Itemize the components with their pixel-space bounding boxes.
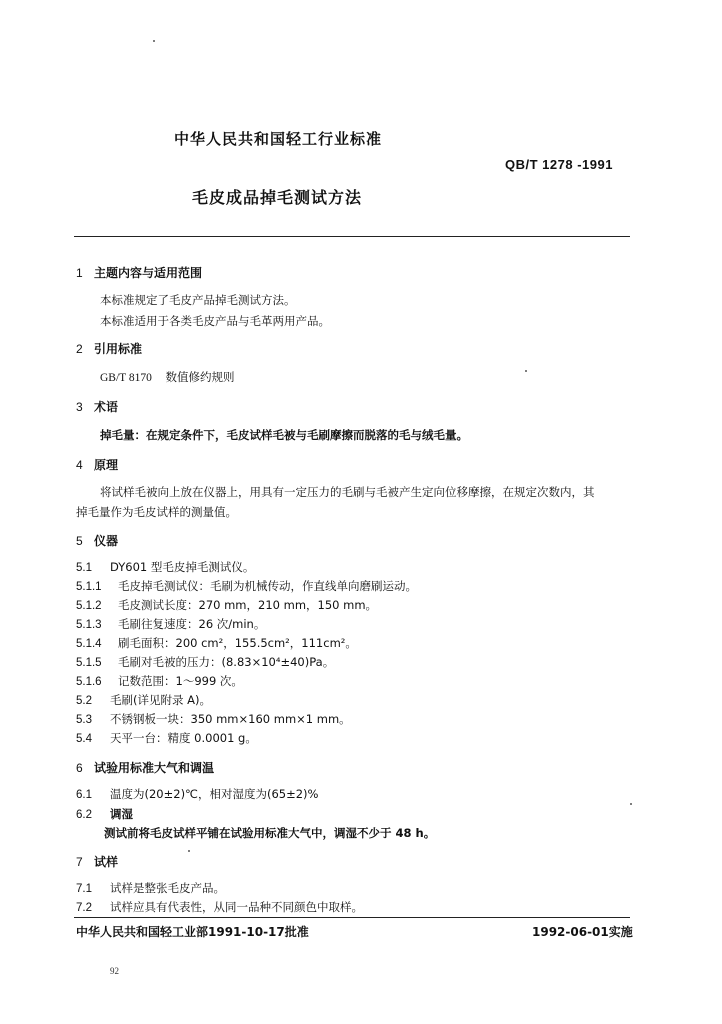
section-3-para: 掉毛量：在规定条件下，毛皮试样毛被与毛刷摩擦而脱落的毛与绒毛量。 [100,428,468,442]
list-item: 5.1.4 刷毛面积：200 cm²，155.5cm²，111cm²。 [76,636,357,650]
list-item: 5.1.3 毛刷往复速度：26 次/min。 [76,617,266,631]
section-6-heading [76,759,214,776]
section-3-heading [76,398,118,415]
section-title: 试样 [94,855,119,869]
section-number: 2 [76,342,83,356]
scan-speck [630,803,632,805]
section-4-heading [76,456,118,473]
list-item: 5.1.1 毛皮掉毛测试仪：毛刷为机械传动，作直线单向磨刷运动。 [76,579,417,593]
section-1-para-2: 本标准适用于各类毛皮产品与毛革两用产品。 [100,314,330,328]
scan-speck [188,850,190,852]
section-number: 4 [76,458,83,472]
list-item: 5.1 DY601 型毛皮掉毛测试仪。 [76,560,255,574]
section-number: 6 [76,761,83,775]
reference-standard [100,369,235,385]
list-item: 7.1 试样是整张毛皮产品。 [76,881,225,895]
org-title: 中华人民共和国轻工行业标准 [174,130,383,148]
section-number: 7 [76,855,83,869]
section-title: 试验用标准大气和调温 [94,761,215,775]
section-number: 5 [76,534,83,548]
section-4-para-line-2: 掉毛量作为毛皮试样的测量值。 [76,505,237,519]
section-number: 3 [76,400,83,414]
list-item: 6.1 温度为(20±2)℃，相对湿度为(65±2)% [76,787,319,801]
list-item: 5.3 不锈钢板一块：350 mm×160 mm×1 mm。 [76,712,351,726]
list-item: 6.2 调湿 [76,807,133,821]
list-item: 5.4 天平一台：精度 0.0001 g。 [76,731,257,745]
section-7-heading [76,853,118,870]
section-title: 引用标准 [94,342,143,356]
section-6-para: 测试前将毛皮试样平铺在试验用标准大气中，调湿不少于 48 h。 [104,826,436,840]
reference-title: 数值修约规则 [165,370,235,384]
section-1-heading [76,264,202,281]
list-item: 7.2 试样应具有代表性，从同一品种不同颜色中取样。 [76,900,363,914]
list-item: 5.1.2 毛皮测试长度：270 mm，210 mm，150 mm。 [76,598,378,612]
section-title: 主题内容与适用范围 [94,266,203,280]
effective-date-text: 1992-06-01实施 [532,925,633,939]
section-number: 1 [76,266,83,280]
scan-speck [525,370,527,372]
section-title: 原理 [94,458,119,472]
standard-code: QB/T 1278 -1991 [505,157,613,172]
list-item: 5.1.6 记数范围：1～999 次。 [76,674,243,688]
approval-text: 中华人民共和国轻工业部1991-10-17批准 [76,925,309,939]
section-title: 术语 [94,400,119,414]
footer-rule [74,917,630,918]
reference-code: GB/T 8170 [100,372,152,384]
section-1-para-1: 本标准规定了毛皮产品掉毛测试方法。 [100,293,296,307]
section-2-heading [76,340,142,357]
scan-speck [153,40,155,42]
document-title: 毛皮成品掉毛测试方法 [192,188,363,207]
section-title: 仪器 [94,534,119,548]
section-4-para-line-1: 将试样毛被向上放在仪器上，用具有一定压力的毛刷与毛被产生定向位移摩擦，在规定次数内，其 [100,485,595,499]
header-rule [74,236,630,237]
list-item: 5.1.5 毛刷对毛被的压力：(8.83×10⁴±40)Pa。 [76,655,335,669]
page-number: 92 [110,966,119,976]
list-item: 5.2 毛刷(详见附录 A)。 [76,693,211,707]
section-5-heading [76,532,118,549]
